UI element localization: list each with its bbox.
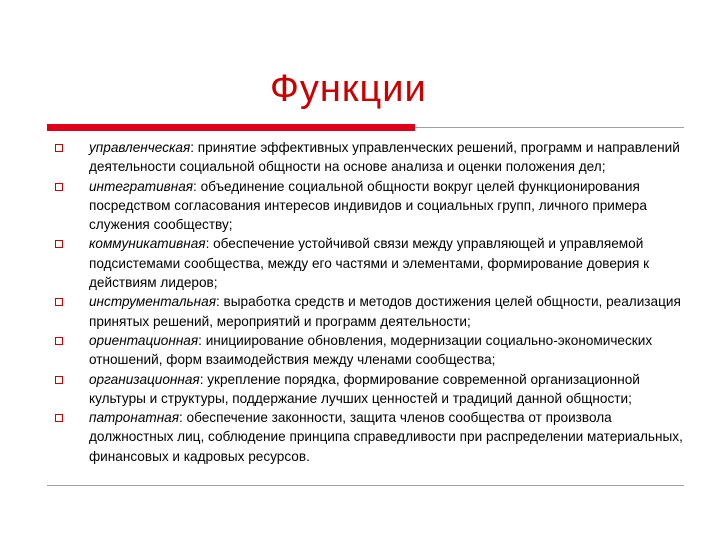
list-item [55,177,695,235]
slide-title: Функции [270,68,427,110]
list-item [55,292,695,331]
function-description: : выработка средств и методов достижения целей общности, реализация принятых решений, мероприятий и программ деятельности; [89,294,681,329]
function-term: ориентационная [89,332,199,348]
square-bullet-icon [55,414,63,422]
function-term: инструментальная [89,294,216,310]
list-item [55,370,695,409]
function-description: : обеспечение устойчивой связи между управляющей и управляемой подсистемами сообщества, между его частями и элементами, формирование доверия к действиям лидеров; [89,236,650,291]
square-bullet-icon [55,240,63,248]
function-description: : укрепление порядка, формирование современной организационной культуры и структуры, поддержание лучших ценностей и традиций данной общности; [89,371,640,406]
square-bullet-icon [55,376,63,384]
function-description: : объединение социальной общности вокруг целей функционирования посредством согласования интересов индивидов и социальных групп, личного примера служения сообществу; [89,178,647,233]
function-description: : инициирование обновления, модернизации социально-экономических отношений, форм взаимодействия между членами сообщества; [89,332,653,368]
list-item [55,234,695,292]
function-description: : принятие эффективных управленческих решений, программ и направлений деятельности социальной общности на основе анализа и оценки положения дел; [89,140,680,175]
square-bullet-icon [55,298,63,306]
function-term: патронатная [89,410,179,426]
title-underline-accent [47,124,415,131]
list-item [55,408,695,466]
function-term: управленческая [89,140,191,155]
function-term: организационная [89,371,200,387]
function-description: : обеспечение законности, защита членов сообщества от произвола должностных лиц, соблюдение принципа справедливости при распределении материальных, финансовых и кадровых ресурсов. [89,410,683,464]
list-item [55,331,695,370]
functions-list [55,138,695,466]
list-item [55,138,695,177]
square-bullet-icon [55,337,63,345]
square-bullet-icon [55,183,63,191]
function-term: коммуникативная [89,236,206,252]
function-term: интегративная [89,178,194,194]
square-bullet-icon [55,144,63,152]
bottom-divider [47,485,684,486]
